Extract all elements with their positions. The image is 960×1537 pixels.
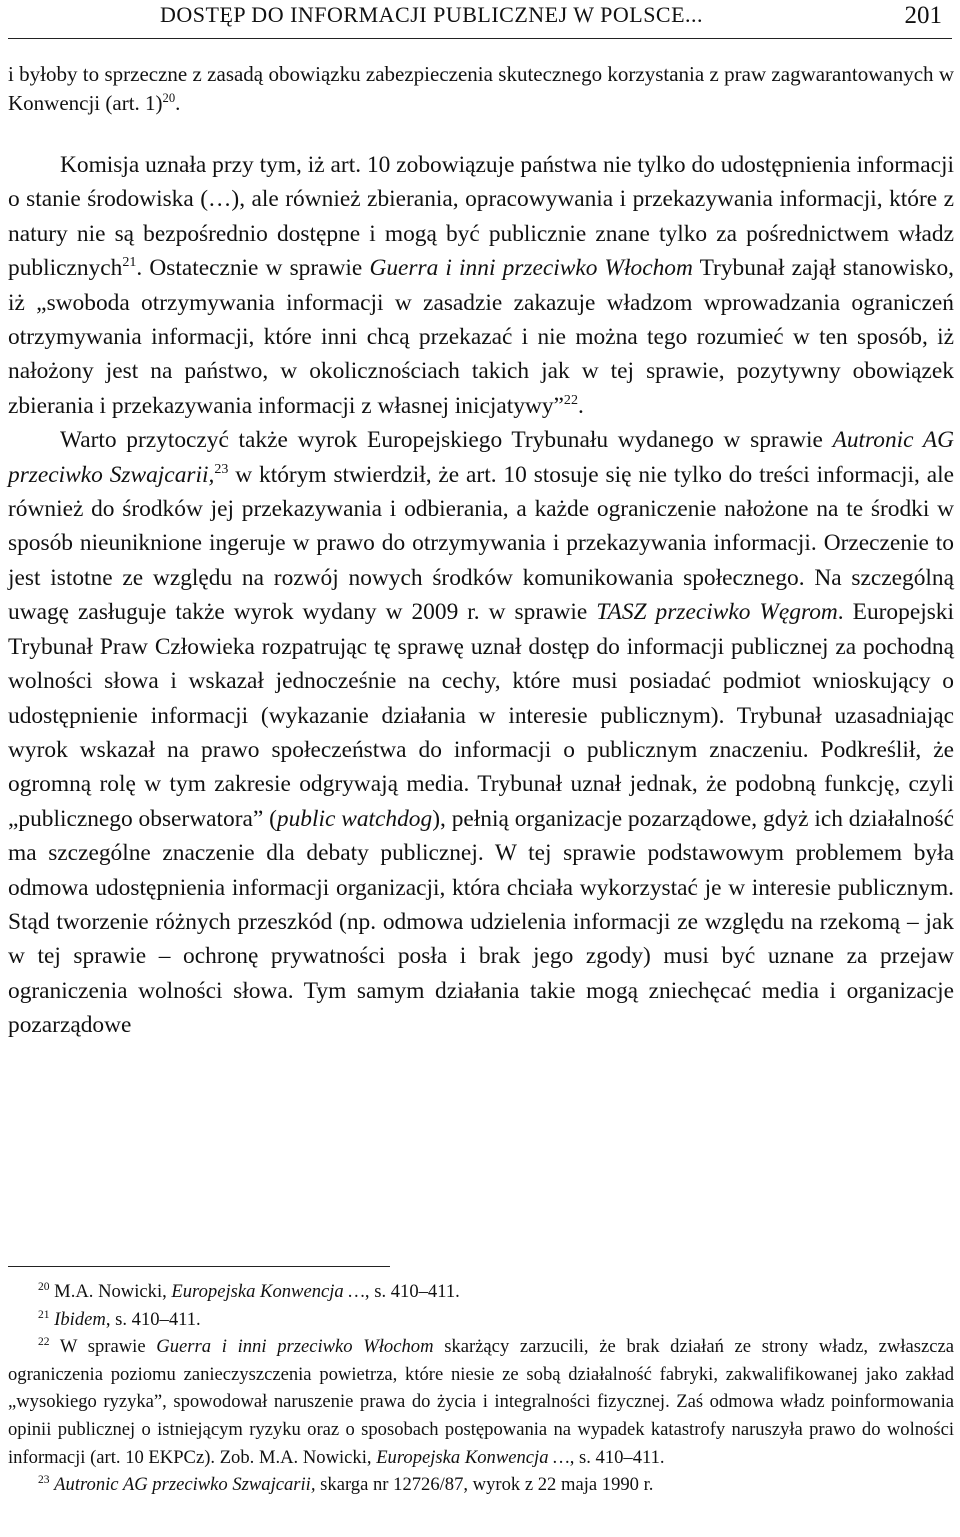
continued-paragraph: i byłoby to sprzeczne z zasadą obowiązku zabezpieczenia skutecznego korzystania z praw zagwarantowanych w Konwencji (art. 1)$^{20}$. — [8, 62, 954, 115]
footnotes — [8, 1278, 954, 1499]
case-name: TASZ przeciwko Węgrom — [596, 599, 838, 626]
case-name: Guerra i inni przeciwko Włochom — [369, 255, 693, 282]
footnote-ref-22: 22 — [563, 392, 578, 409]
footnote-21: $^{21}$ Ibidem, s. 410–411. — [38, 1308, 201, 1330]
running-title: DOSTĘP DO INFORMACJI PUBLICZNEJ W POLSCE... — [160, 2, 704, 27]
running-header — [8, 0, 952, 39]
footnote-ref-23: 23 — [214, 460, 229, 477]
footnote-ref-20: 20 — [162, 91, 176, 105]
paragraph-komisja: Komisja uznała przy tym, iż art. 10 zobowiązuje państwa nie tylko do udostępnienia informacji o stanie środowiska (…), ale również zbierania, opracowywania i przekazywania informacji, które z natury nie są bezpośrednio dostępne i mogą być publicznie znane tylko za pośrednictwem władz publicznych$^{21}$. Ostatecznie w sprawie Guerra i inni przeciwko Włochom Trybunał zajął stanowisko, iż „swoboda otrzymywania informacji w zasadzie zakazuje władzom wprowadzania ograniczeń otrzymywania informacji, które inni chcą przekazać i nie można tego rozumieć w ten sposób, iż nałożony jest na państwo, w okolicznościach takich jak w tej sprawie, pozytywny obowiązek zbierania i przekazywania informacji z własnej inicjatywy”$^{22}$. — [8, 152, 954, 419]
footnote-22: $^{22}$ W sprawie Guerra i inni przeciwko Włochom skarżący zarzucili, że brak działań ze strony władz, zwłaszcza ograniczenia poziomu zanieczyszczenia powietrza, które niesie ze sobą działalność fabryki, zakwalifikowanej jako zakład „wysokiego ryzyka”, spowodował naruszenie prawa do życia i integralności fizycznej. Zaś odmowa władz poinformowania opinii publicznej o istniejącym ryzyku oraz o sposobach postępowania na wypadek katastrofy naruszyła prawo do wolności informacji (art. 10 EKPCz). Zob. M.A. Nowicki, Europejska Konwencja …, s. 410–411. — [8, 1336, 954, 1468]
footnote-ref-21: 21 — [122, 254, 137, 271]
page-number: 201 — [904, 2, 942, 29]
paragraph-warto: Warto przytoczyć także wyrok Europejskiego Trybunału wydanego w sprawie Autronic AG przeciwko Szwajcarii,$^{23}$ w którym stwierdził, że art. 10 stosuje się nie tylko do treści informacji, ale również do środków jej przekazywania i odbierania, a każde ograniczenie nałożone na te środki w sposób nieuniknione ingeruje w prawo do otrzymywania i przekazywania informacji. Orzeczenie to jest istotne ze względu na rozwój nowych środków komunikowania społecznego. Na szczególną uwagę zasługuje także wyrok wydany w 2009 r. w sprawie TASZ przeciwko Węgrom. Europejski Trybunał Praw Człowieka rozpatrując tę sprawę uznał dostęp do informacji publicznej za pochodną wolności słowa i wskazał jednocześnie na cechy, które musi posiadać podmiot wnioskujący o udostępnienie informacji (wykazanie działania w interesie publicznym). Trybunał uzasadniając wyrok wskazał na prawo społeczeństwa do informacji o publicznym znaczeniu. Podkreślił, że ogromną rolę w tym zakresie odgrywają media. Trybunał uznał jednak, że podobną funkcję, czyli „publicznego obserwatora” (public watchdog), pełnią organizacje pozarządowe, gdyż ich działalność ma szczególne znaczenie dla debaty publicznej. W tej sprawie podstawowym problemem była odmowa udostępnienia informacji organizacji, która chciała wykorzystać je w interesie publicznym. Stąd tworzenie różnych przeszkód (np. odmowa udzielenia informacji ze względu na rzekomą – jak w tej sprawie – ochronę prywatności posła i brak jego zgody) musi być uznane za przejaw ograniczenia wolności słowa. Tym samym działania takie mogą zniechęcać media i organizacje pozarządowe — [8, 427, 955, 1039]
main-text — [8, 60, 954, 1043]
footnote-23: $^{23}$ Autronic AG przeciwko Szwajcarii, skarga nr 12726/87, wyrok z 22 maja 1990 r. — [38, 1473, 654, 1496]
footnote-20: $^{20}$ M.A. Nowicki, Europejska Konwencja …, s. 410–411. — [38, 1280, 460, 1302]
term: public watchdog — [276, 805, 433, 832]
case-name: Autronic AG przeciwko Szwajcarii, — [8, 427, 954, 488]
footnote-separator — [8, 1266, 390, 1267]
